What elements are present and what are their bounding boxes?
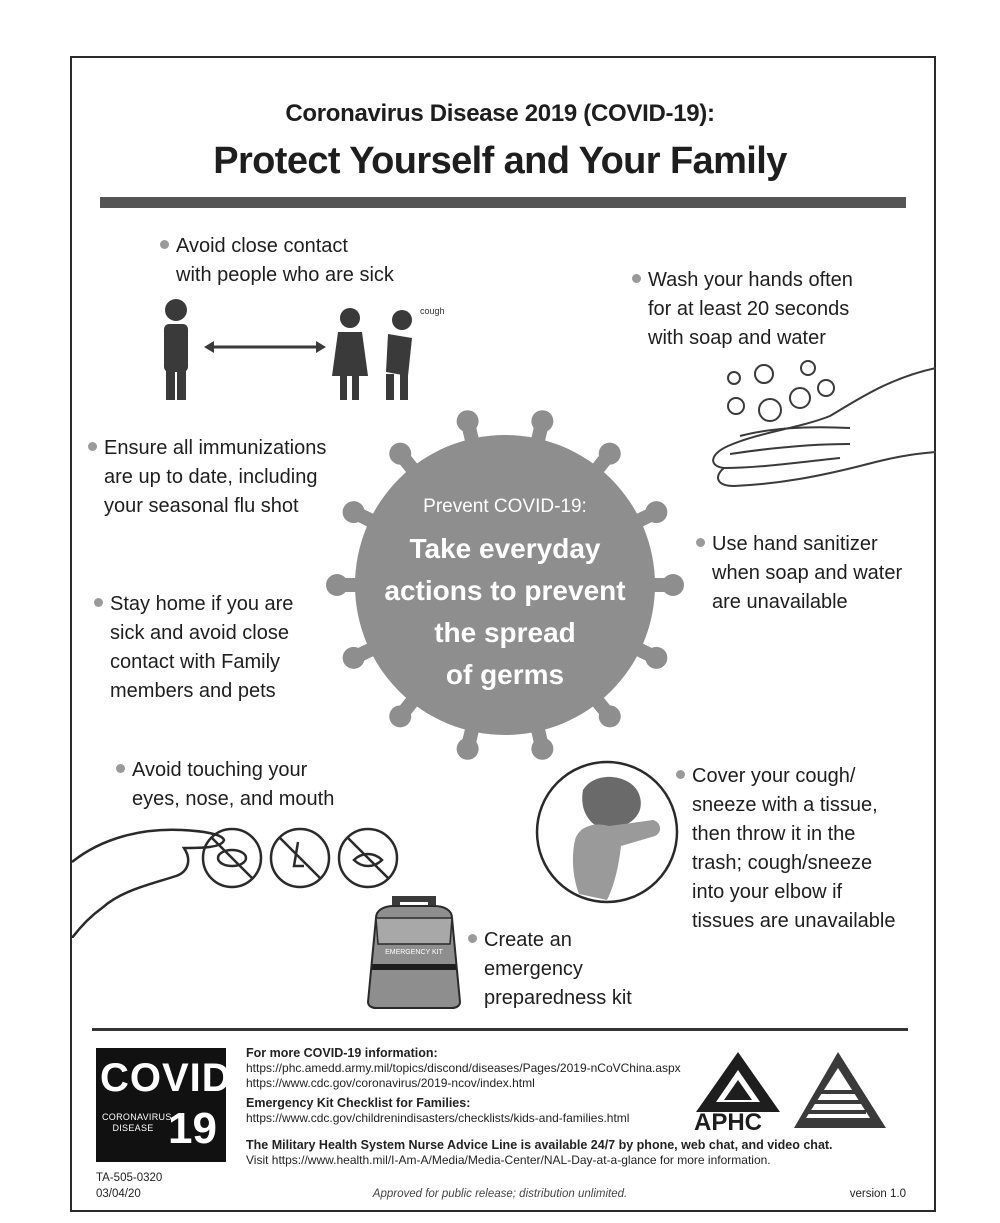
tip-text: Stay home if you are bbox=[110, 593, 294, 615]
tip-emergency-kit bbox=[468, 926, 632, 1013]
tip-text: Use hand sanitizer bbox=[712, 533, 878, 555]
aphc-text: APHC bbox=[694, 1109, 763, 1132]
version-label: version 1.0 bbox=[849, 1188, 906, 1200]
poster-subtitle: Coronavirus Disease 2019 (COVID-19): bbox=[285, 100, 715, 127]
tip-stay-home bbox=[94, 590, 293, 706]
bullet-icon bbox=[116, 764, 125, 773]
no-face-touching-icon bbox=[72, 818, 406, 938]
center-line: actions to prevent bbox=[384, 575, 626, 606]
nurse-line: The Military Health System Nurse Advice Line is available 24/7 by phone, web chat, and video chat. bbox=[246, 1138, 833, 1152]
tip-text: into your elbow if bbox=[692, 881, 843, 903]
hand-washing-icon bbox=[700, 358, 936, 492]
tip-text: with soap and water bbox=[648, 327, 826, 349]
tip-text: when soap and water bbox=[712, 562, 903, 584]
center-line: of germs bbox=[445, 659, 565, 690]
tip-text: are unavailable bbox=[712, 591, 848, 613]
tip-text: eyes, nose, and mouth bbox=[132, 788, 335, 810]
tip-text: then throw it in the bbox=[692, 823, 856, 845]
tip-text: preparedness kit bbox=[484, 987, 632, 1009]
tip-text: sneeze with a tissue, bbox=[692, 794, 878, 816]
center-line: the spread bbox=[434, 617, 576, 648]
link-cdc-coronavirus[interactable]: https://www.cdc.gov/coronavirus/2019-ncov/index.html bbox=[246, 1076, 535, 1090]
tip-text: your seasonal flu shot bbox=[104, 495, 299, 517]
tip-hand-sanitizer bbox=[696, 530, 902, 617]
tip-text: Wash your hands often bbox=[648, 269, 853, 291]
tip-text: trash; cough/sneeze bbox=[692, 852, 873, 874]
more-info-heading: For more COVID-19 information: bbox=[246, 1046, 438, 1060]
cough-label: cough bbox=[420, 306, 445, 316]
tip-text: Ensure all immunizations bbox=[104, 437, 327, 459]
tip-text: members and pets bbox=[110, 680, 276, 702]
tip-cover-cough bbox=[676, 762, 895, 936]
covid19-logo bbox=[96, 1048, 232, 1162]
header-divider bbox=[100, 197, 906, 208]
tip-text: Cover your cough/ bbox=[692, 765, 856, 787]
tip-text: Avoid close contact bbox=[176, 235, 348, 257]
tip-avoid-touching bbox=[116, 756, 334, 814]
doc-date: 03/04/20 bbox=[96, 1188, 141, 1200]
tip-text: with people who are sick bbox=[176, 264, 394, 286]
tip-immunizations bbox=[88, 434, 326, 521]
logo-number: 19 bbox=[168, 1104, 217, 1153]
tip-text: emergency bbox=[484, 958, 583, 980]
bullet-icon bbox=[632, 274, 641, 283]
bullet-icon bbox=[94, 598, 103, 607]
social-distance-icon bbox=[150, 292, 470, 408]
backpack-icon bbox=[364, 892, 464, 1010]
aphc-logo bbox=[690, 1048, 890, 1132]
bullet-icon bbox=[88, 442, 97, 451]
visit-line: Visit https://www.health.mil/I-Am-A/Media/Media-Center/NAL-Day-at-a-glance for more information. bbox=[246, 1153, 771, 1167]
footer-divider bbox=[92, 1028, 908, 1031]
tip-text: sick and avoid close bbox=[110, 622, 289, 644]
link-phc[interactable]: https://phc.amedd.army.mil/topics/discond/diseases/Pages/2019-nCoVChina.aspx bbox=[246, 1061, 681, 1075]
logo-word: COVID bbox=[100, 1056, 232, 1100]
tip-avoid-contact bbox=[160, 232, 394, 290]
tip-wash-hands bbox=[632, 266, 853, 353]
bullet-icon bbox=[160, 240, 169, 249]
tip-text: Avoid touching your bbox=[132, 759, 308, 781]
link-cdc-checklist[interactable]: https://www.cdc.gov/childrenindisasters/checklists/kids-and-families.html bbox=[246, 1111, 630, 1125]
tip-text: for at least 20 seconds bbox=[648, 298, 850, 320]
tip-text: Create an bbox=[484, 929, 572, 951]
kit-label: EMERGENCY KIT bbox=[385, 949, 443, 956]
nurse-advice-info bbox=[246, 1138, 896, 1168]
cough-into-elbow-icon bbox=[535, 760, 679, 904]
tip-text: contact with Family bbox=[110, 651, 281, 673]
tip-text: are up to date, including bbox=[104, 466, 318, 488]
kit-heading: Emergency Kit Checklist for Families: bbox=[246, 1096, 471, 1110]
release-note: Approved for public release; distribution unlimited. bbox=[372, 1188, 628, 1200]
bullet-icon bbox=[676, 770, 685, 779]
prevent-label: Prevent COVID-19: bbox=[423, 496, 587, 517]
logo-subtext: CORONAVIRUS DISEASE bbox=[102, 1112, 172, 1133]
bullet-icon bbox=[696, 538, 705, 547]
bullet-icon bbox=[468, 934, 477, 943]
center-message bbox=[345, 528, 665, 696]
center-line: Take everyday bbox=[409, 533, 601, 564]
tip-text: tissues are unavailable bbox=[692, 910, 896, 932]
poster-title: Protect Yourself and Your Family bbox=[213, 140, 787, 182]
doc-id: TA-505-0320 bbox=[96, 1172, 163, 1184]
